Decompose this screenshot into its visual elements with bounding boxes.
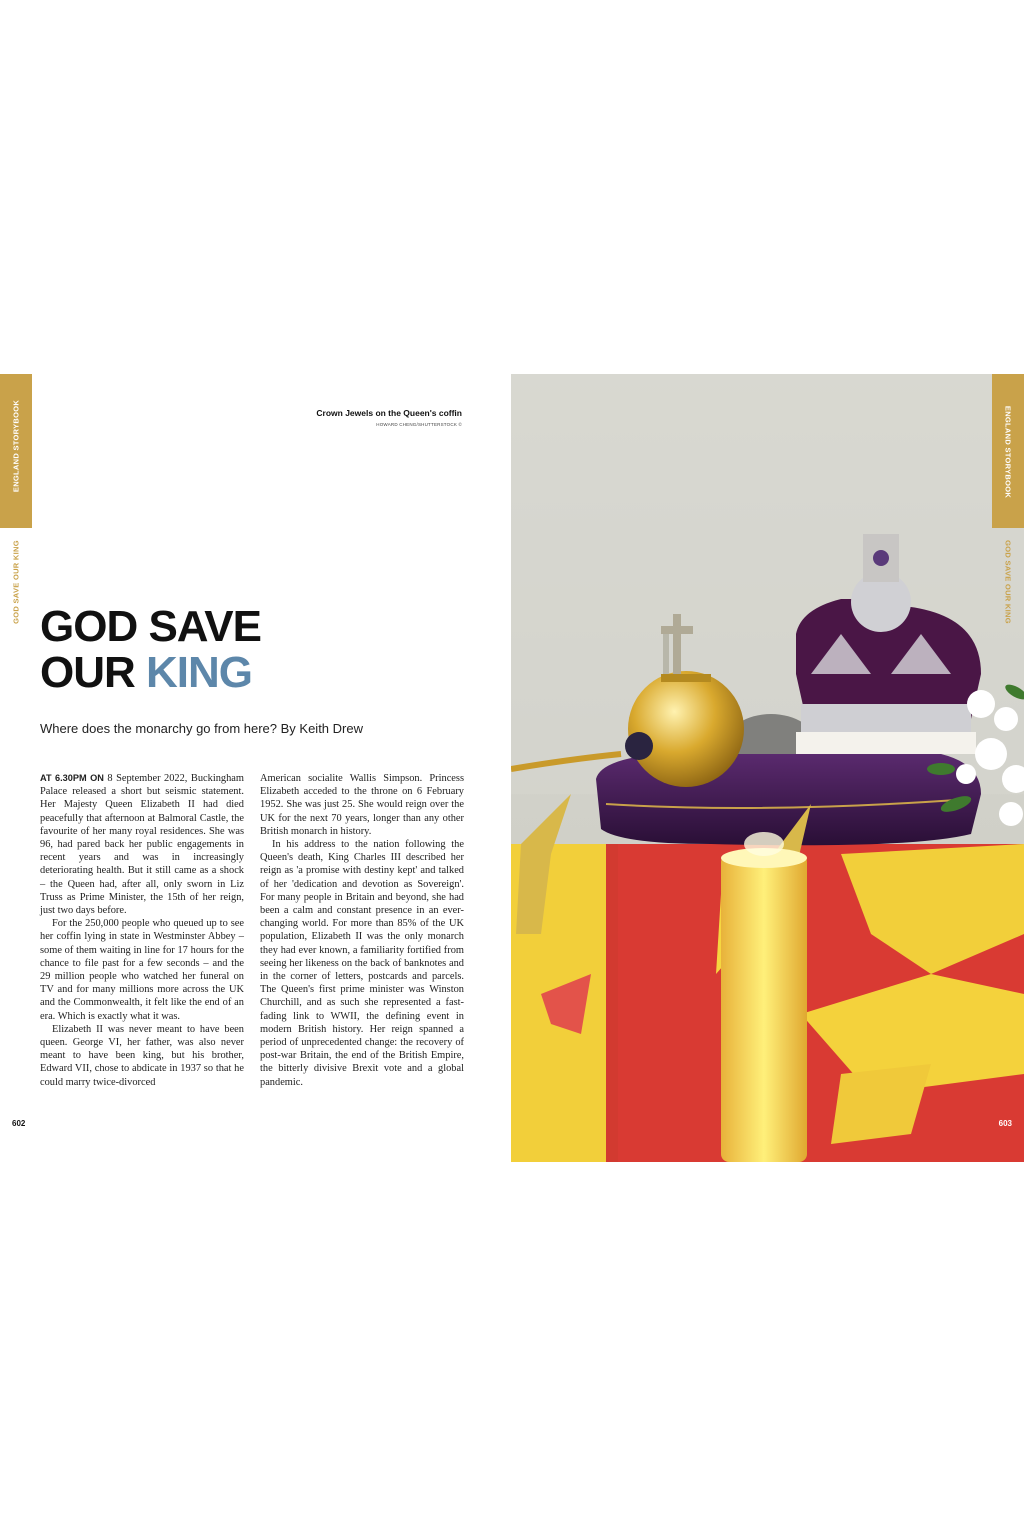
book-tab-label: ENGLAND STORYBOOK [11,399,21,493]
lede-caps: AT 6.30PM ON [40,773,104,783]
page-number-left: 602 [12,1119,26,1128]
section-tab-right [992,534,1024,634]
title-line-2 [40,650,261,696]
title-plain-word: OUR [40,648,135,697]
article-column-2 [260,772,464,1089]
book-tab-right [992,374,1024,528]
paragraph: Elizabeth II was never meant to have been queen. George VI, her father, was also never meant to have been king, but his brother, Edward VII, chose to abdicate in 1937 so that he could marry twice-divorced [40,1023,244,1088]
paragraph: For the 250,000 people who queued up to see her coffin lying in state in Westminster Abbey – some of them waiting in line for 17 hours for the chance to file past for a few seconds – and the 29 million people who watched her funeral on TV and for many millions more across the UK and the Commonwealth, it felt like the end of an era. Which is exactly what it was. [40,918,244,1022]
paragraph: In his address to the nation following the Queen's death, King Charles III described her reign as 'a promise with destiny kept' and talked of her 'dedication and devotion as Sovereign'. For many people in Britain and beyond, she had been a calm and constant presence in an ever-changing world. For more than 85% of the UK population, Elizabeth II was the only monarch they had ever known, a familiarity fortified from seeing her likeness on the back of banknotes and in the corner of letters, postcards and parcels. The Queen's first prime minister was Winston Churchill, and as such she represented a fast-fading link to WWII, the defining event in modern British history. Her reign spanned a period of unprecedented change: the recovery of post-war Britain, the end of the British Empire, the bitterly divisive Brexit vote and a global pandemic. [260,839,464,1088]
crown-jewels-photo [511,374,1024,1162]
section-tab-label: GOD SAVE OUR KING [1003,540,1013,624]
standfirst: Where does the monarchy go from here? By Keith Drew [40,721,363,736]
article-title [40,604,261,696]
paragraph-text: 8 September 2022, Buckingham Palace released a short but seismic statement. Her Majesty Queen Elizabeth II had died peacefully that afternoon at Balmoral Castle, the favourite of her many royal residences. She was 96, had pared back her public engagements in recent years and was in increasingly deteriorating health. But it still came as a shock – the Queen had, after all, only sworn in Liz Truss as Prime Minister, the 15th of her reign, just two days before. [40,773,244,917]
magazine-spread [0,374,1024,1162]
photo-credit: HOWARD CHENG/SHUTTERSTOCK © [376,422,462,427]
paragraph: American socialite Wallis Simpson. Princess Elizabeth acceded to the throne on 6 February 1952. She was just 25. She would reign over the UK for the next 70 years, longer than any other British monarch in history. [260,773,464,837]
paragraph [40,772,244,917]
section-tab-left [0,534,32,634]
title-line-1: GOD SAVE [40,602,262,651]
page-number-right: 603 [998,1119,1012,1128]
title-accent-word: KING [146,648,253,697]
photo-caption [240,408,462,427]
book-tab-left [0,374,32,528]
caption-text: Crown Jewels on the Queen's coffin [316,408,462,418]
article-column-1 [40,772,244,1089]
section-tab-label: GOD SAVE OUR KING [11,540,21,624]
book-tab-label: ENGLAND STORYBOOK [1003,405,1013,499]
